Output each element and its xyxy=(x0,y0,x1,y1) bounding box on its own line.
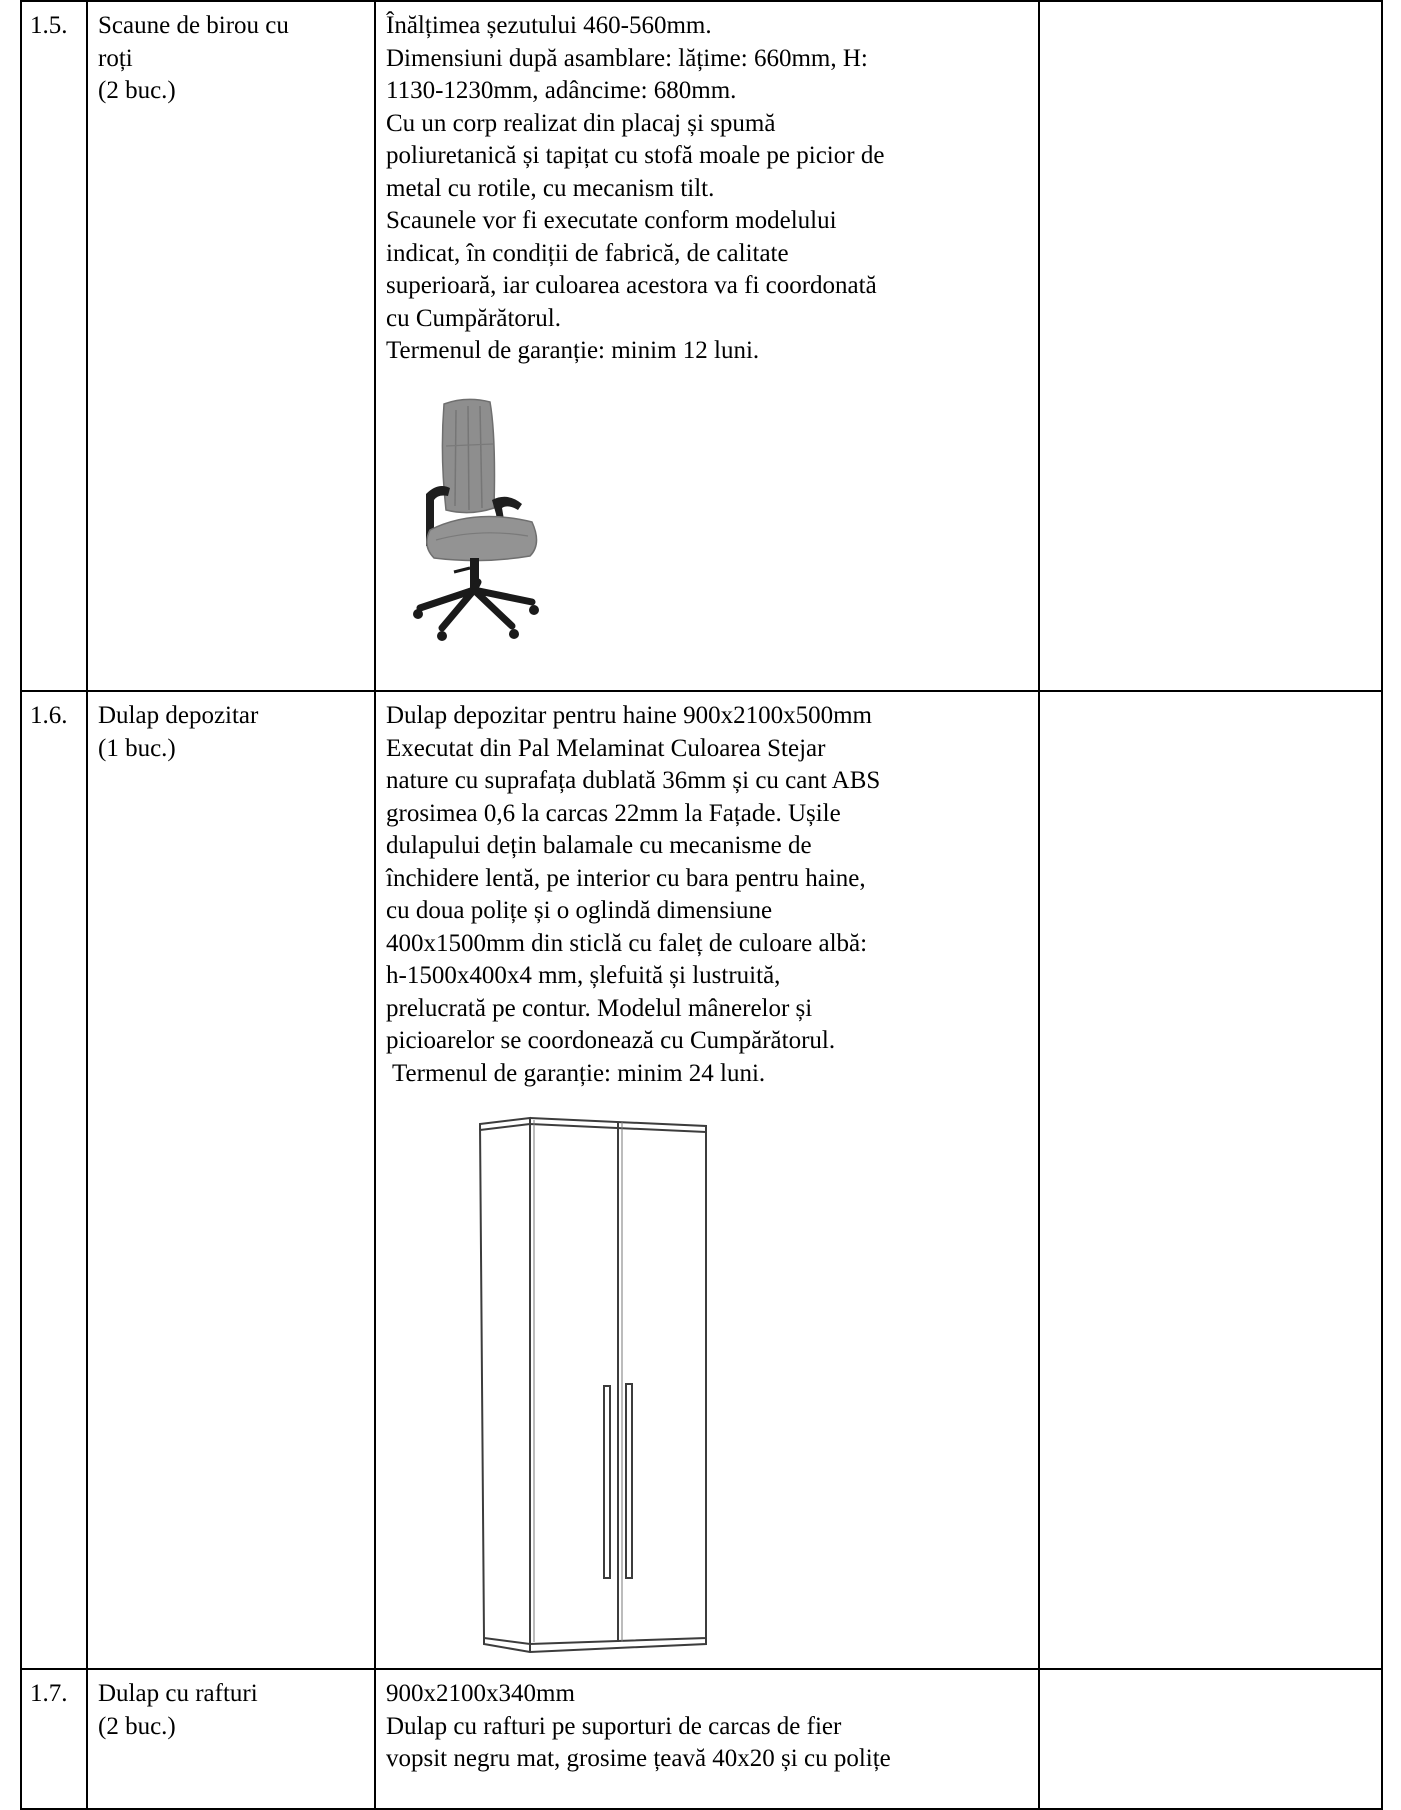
description-line: Dimensiuni după asamblare: lățime: 660mm, H: xyxy=(386,44,868,72)
office-chair-image xyxy=(404,396,554,646)
description-line: Executat din Pal Melaminat Culoarea Stejar xyxy=(386,734,826,762)
item-description-cell xyxy=(375,1669,1039,1809)
description-line: 1130-1230mm, adâncime: 680mm. xyxy=(386,77,737,104)
description-line: Înălțimea șezutului 460-560mm. xyxy=(386,12,712,39)
description-line: Scaunele vor fi executate conform modelului xyxy=(386,207,837,234)
item-description-cell xyxy=(375,691,1039,1669)
row-number-cell xyxy=(21,1,87,691)
empty-cell xyxy=(1039,691,1382,1669)
description-line: 900x2100x340mm xyxy=(386,1680,575,1707)
item-quantity: (2 buc.) xyxy=(98,77,176,104)
description-line: h-1500x400x4 mm, șlefuită și lustruită, xyxy=(386,962,781,989)
item-quantity: (1 buc.) xyxy=(98,734,176,762)
item-quantity: (2 buc.) xyxy=(98,1712,176,1740)
spec-table xyxy=(20,0,1383,1810)
description-line: Termenul de garanție: minim 12 luni. xyxy=(386,337,760,364)
item-name-cell xyxy=(87,1669,375,1809)
description-line: cu Cumpărătorul. xyxy=(386,304,561,332)
description-line: poliuretanică și tapițat cu stofă moale pe picior de xyxy=(386,142,885,169)
row-number: 1.5. xyxy=(30,12,68,39)
empty-cell xyxy=(1039,1,1382,691)
item-name-line: Scaune de birou cu xyxy=(98,12,289,39)
description-line: superioară, iar culoarea acestora va fi coordonată xyxy=(386,272,877,299)
description-line: grosimea 0,6 la carcas 22mm la Fațade. Ușile xyxy=(386,799,841,827)
row-number-cell xyxy=(21,691,87,1669)
description-line: prelucrată pe contur. Modelul mânerelor și xyxy=(386,994,813,1022)
row-number-cell xyxy=(21,1669,87,1809)
item-name-line: Dulap cu rafturi xyxy=(98,1680,258,1707)
item-name-cell xyxy=(87,1,375,691)
description-line: 400x1500mm din sticlă cu faleț de culoare albă: xyxy=(386,929,868,957)
table-row xyxy=(21,691,1382,1669)
row-number: 1.7. xyxy=(30,1680,68,1707)
description-line: nature cu suprafața dublată 36mm și cu cant ABS xyxy=(386,767,881,794)
row-number: 1.6. xyxy=(30,702,68,729)
wardrobe-drawing-image xyxy=(474,1116,714,1656)
table-row xyxy=(21,1669,1382,1809)
item-name-cell xyxy=(87,691,375,1669)
item-name-line: roți xyxy=(98,44,133,72)
description-line: Dulap depozitar pentru haine 900x2100x500mm xyxy=(386,702,872,729)
description-line: indicat, în condiții de fabrică, de calitate xyxy=(386,239,789,267)
table-row xyxy=(21,1,1382,691)
empty-cell xyxy=(1039,1669,1382,1809)
description-line: închidere lentă, pe interior cu bara pentru haine, xyxy=(386,864,866,892)
description-line: picioarelor se coordonează cu Cumpărătorul. xyxy=(386,1027,836,1054)
description-line: Cu un corp realizat din placaj și spumă xyxy=(386,109,776,137)
description-line: dulapului dețin balamale cu mecanisme de xyxy=(386,832,812,859)
item-name-line: Dulap depozitar xyxy=(98,702,259,729)
description-line: Termenul de garanție: minim 24 luni. xyxy=(392,1059,766,1087)
description-line: cu doua polițe și o oglindă dimensiune xyxy=(386,897,773,924)
description-line: vopsit negru mat, grosime țeavă 40x20 și cu polițe xyxy=(386,1745,891,1772)
description-line: metal cu rotile, cu mecanism tilt. xyxy=(386,174,715,202)
item-description-cell xyxy=(375,1,1039,691)
description-line: Dulap cu rafturi pe suporturi de carcas de fier xyxy=(386,1712,842,1740)
